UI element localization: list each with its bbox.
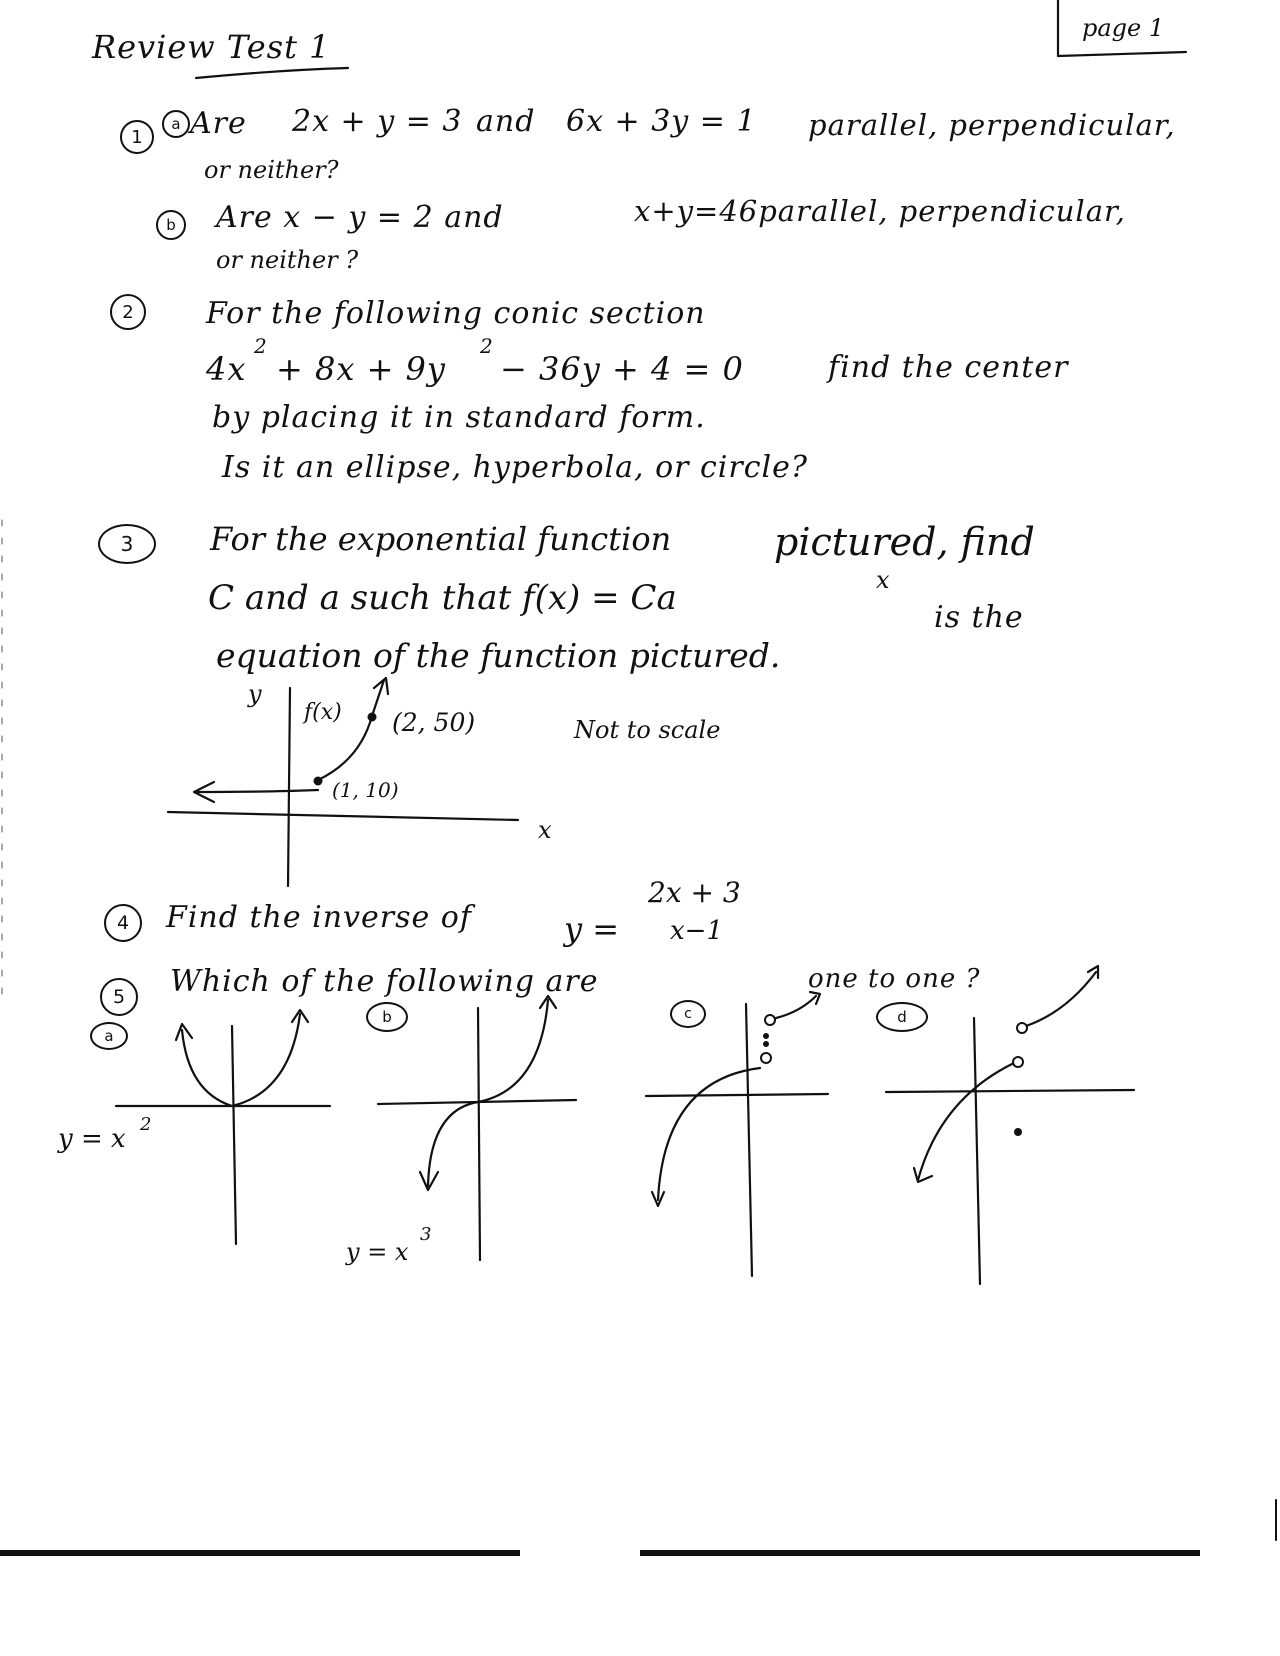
- q5-graph-d-marker: d: [876, 1002, 928, 1032]
- q5-graph-a-y-axis: [232, 1026, 236, 1244]
- q3-point-2-50-label: (2, 50): [392, 708, 476, 737]
- q2-line-3: by placing it in standard form.: [212, 400, 706, 435]
- page-title: Review Test 1: [92, 28, 331, 66]
- q3-graph-asymptote-arrow: [194, 782, 318, 802]
- q2-eq-b: + 8x + 9y: [276, 350, 446, 388]
- q5-text-a: Which of the following are: [170, 964, 599, 999]
- q4-denominator: x−1: [670, 916, 723, 946]
- q5-graph-d-open-circle-1: [1017, 1023, 1027, 1033]
- q5-graph-b-label: y = x: [346, 1238, 409, 1266]
- q1a-choices: parallel, perpendicular,: [808, 108, 1176, 142]
- q5-graph-c-curve-lower: [658, 1068, 760, 1200]
- q5-graph-b-y-axis: [478, 1008, 480, 1260]
- q5-graph-c-curve-upper: [776, 992, 820, 1018]
- q5-graph-c-dot-1: [763, 1033, 769, 1039]
- q3-graph-fx-label: f(x): [304, 700, 342, 725]
- q5-graph-c-y-axis: [746, 1004, 752, 1276]
- q3-graph-x-axis: [168, 812, 518, 820]
- q5-graph-c-x-axis: [646, 1094, 828, 1096]
- q3-line-1a: For the exponential function: [210, 520, 672, 558]
- q4-text: Find the inverse of: [166, 900, 472, 935]
- q5-graph-b-marker: b: [366, 1002, 408, 1032]
- q2-eq-c: − 36y + 4 = 0: [500, 350, 744, 388]
- question-4-number: 4: [104, 904, 142, 942]
- q2-line-2-tail: find the center: [828, 350, 1069, 385]
- q5-text-b: one to one ?: [808, 964, 981, 994]
- q3-point-1-10: [314, 777, 323, 786]
- q3-graph-y-axis: [288, 688, 290, 886]
- q2-eq-a-exponent: 2: [254, 334, 267, 358]
- question-3-number: 3: [98, 524, 156, 564]
- scan-bar-right: [640, 1550, 1200, 1556]
- q3-point-2-50: [368, 713, 377, 722]
- q3-graph-y-label: y: [248, 680, 262, 708]
- q3-graph-note: Not to scale: [574, 716, 721, 744]
- page-box-line: [1058, 0, 1186, 56]
- question-1b-marker: b: [156, 210, 186, 240]
- question-2-number: 2: [110, 294, 146, 330]
- q5-graph-c-marker: c: [670, 1000, 706, 1028]
- q5-graph-d-curve-upper: [1026, 966, 1098, 1026]
- q5-graph-d-filled-dot: [1014, 1128, 1022, 1136]
- q2-line-4: Is it an ellipse, hyperbola, or circle?: [222, 450, 808, 485]
- scan-bar-left: [0, 1550, 520, 1556]
- q5-graph-c-dot-2: [763, 1041, 769, 1047]
- q5-graph-d-x-axis: [886, 1090, 1134, 1092]
- q3-point-1-10-label: (1, 10): [332, 778, 399, 802]
- question-5-number: 5: [100, 978, 138, 1016]
- q1a-equation-1: 2x + y = 3: [292, 104, 463, 139]
- q1b-line-2: or neither ?: [216, 246, 359, 274]
- q3-line-2-exponent: x: [876, 566, 890, 594]
- q1a-line-2: or neither?: [204, 156, 339, 184]
- q1a-and: and: [476, 104, 536, 139]
- q5-graph-a-label-exponent: 2: [140, 1114, 152, 1135]
- q3-line-2b: is the: [934, 600, 1024, 635]
- q1b-equation-2: x+y=46parallel, perpendicular,: [634, 194, 1126, 228]
- q3-graph-x-label: x: [538, 816, 552, 844]
- q3-line-2a: C and a such that f(x) = Ca: [208, 578, 677, 618]
- q2-eq-b-exponent: 2: [480, 334, 493, 358]
- title-underline: [196, 68, 348, 78]
- page-number-label: page 1: [1082, 14, 1165, 42]
- question-1a-marker: a: [162, 110, 190, 138]
- q5-graph-d-open-circle-2: [1013, 1057, 1023, 1067]
- q5-graph-d-curve-lower: [918, 1064, 1012, 1180]
- q5-graph-b-label-exponent: 3: [420, 1224, 432, 1245]
- q5-graph-c-open-circle-1: [765, 1015, 775, 1025]
- q5-graph-a-marker: a: [90, 1022, 128, 1050]
- q4-y-equals: y =: [564, 910, 620, 948]
- q4-numerator: 2x + 3: [648, 876, 741, 909]
- q5-graph-d-y-axis: [974, 1018, 980, 1284]
- q5-graph-c-open-circle-2: [761, 1053, 771, 1063]
- q3-exponential-curve: [318, 678, 388, 780]
- q3-line-1b: pictured, find: [774, 520, 1035, 564]
- q5-graph-a-label: y = x: [58, 1124, 126, 1154]
- q3-line-3: equation of the function pictured.: [216, 636, 781, 675]
- q2-eq-a: 4x: [206, 350, 247, 388]
- q1a-equation-2: 6x + 3y = 1: [566, 104, 757, 139]
- q5-graph-d-arrow-down: [914, 1168, 932, 1182]
- q2-line-1: For the following conic section: [206, 296, 706, 331]
- q1b-line-1: Are x − y = 2 and: [216, 200, 504, 235]
- q5-graph-a-curve: [182, 1014, 300, 1106]
- question-1-number: 1: [120, 120, 154, 154]
- q1a-are: Are: [190, 106, 247, 141]
- q5-graph-b-curve: [428, 1000, 548, 1186]
